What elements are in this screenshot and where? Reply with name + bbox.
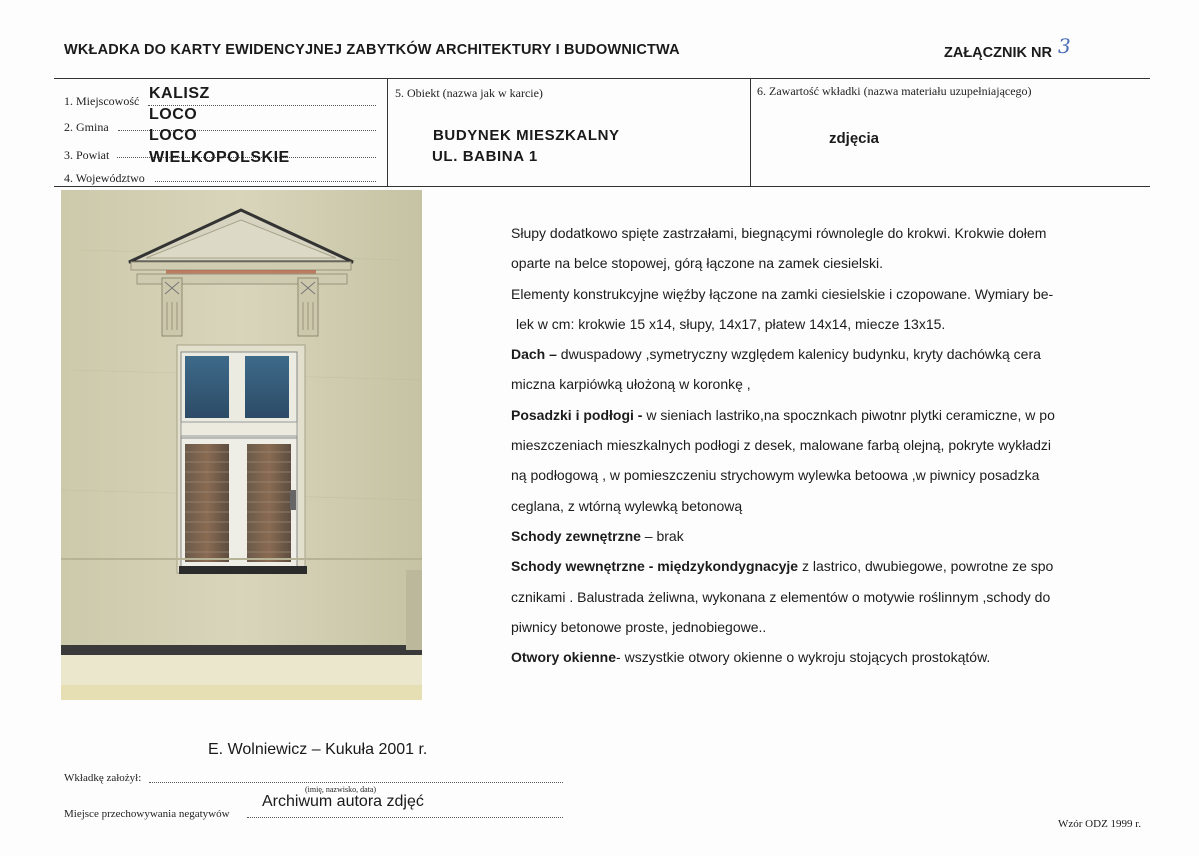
cornice xyxy=(61,645,422,655)
powiat-value: LOCO xyxy=(149,127,198,144)
negatywy-line xyxy=(247,817,563,818)
desc-line-3: Elementy konstrukcyjne więźby łączone na zamki ciesielskie i czopowane. Wymiary be- xyxy=(511,285,1054,302)
schody-zew-text: – brak xyxy=(640,527,684,544)
zalozyl-label: Wkładkę założył: xyxy=(64,772,142,784)
building-window-photo xyxy=(61,190,422,700)
table-top-rule xyxy=(54,78,1150,79)
otwory-line xyxy=(511,642,1191,672)
wojewodztwo-value: WIELKOPOLSKIE xyxy=(149,149,290,166)
otwory-text: - wszystkie otwory okienne o wykroju stojących prostokątów. xyxy=(616,649,991,666)
posadzki-line-2: mieszczeniach mieszkalnych podłogi z desek, malowane farbą olejną, pokryte wykładzi xyxy=(511,437,1052,454)
schody-zew-heading: Schody zewnętrzne xyxy=(511,527,641,544)
zalozyl-line xyxy=(149,782,563,783)
zalozyl-hint: (imię, nazwisko, data) xyxy=(305,785,377,794)
content-label: 6. Zawartość wkładki (nazwa materiału uzupełniającego) xyxy=(757,84,1032,98)
attachment-number-value: 3 xyxy=(1057,34,1071,58)
posadzki-line-4: ceglana, z wtórną wylewką betonową xyxy=(511,497,743,514)
content-value: zdjęcia xyxy=(829,130,880,147)
photo-svg xyxy=(61,190,422,700)
dach-line-1 xyxy=(511,339,1191,369)
miejscowosc-label: 1. Miejscowość xyxy=(64,94,140,108)
otwory-heading: Otwory okienne xyxy=(511,649,617,666)
object-label: 5. Obiekt (nazwa jak w karcie) xyxy=(395,86,543,100)
window-sill xyxy=(179,566,307,574)
dach-line-2: miczna karpiówką ułożoną w koronkę , xyxy=(511,376,751,393)
posadzki-line-3: ną podłogową , w pomieszczeniu strychowym wylewka betoowa ,w piwnicy posadzka xyxy=(511,467,1040,484)
schody-wew-heading: Schody wewnętrzne - międzykondygnacyje xyxy=(511,558,799,575)
dach-text-1: dwuspadowy ,symetryczny względem kalenicy budynku, kryty dachówką cera xyxy=(556,346,1041,363)
schody-zew-line xyxy=(511,521,1191,551)
miejscowosc-value: KALISZ xyxy=(149,85,210,102)
schody-wew-line-1 xyxy=(511,551,1191,581)
form-title: WKŁADKA DO KARTY EWIDENCYJNEJ ZABYTKÓW ARCHITEKTURY I BUDOWNICTWA xyxy=(64,42,680,58)
negatywy-value: Archiwum autora zdjęć xyxy=(262,793,424,810)
powiat-label: 3. Powiat xyxy=(64,148,110,162)
desc-line-1: Słupy dodatkowo spięte zastrzałami, biegnącymi równolegle do krokwi. Krokwie dołem xyxy=(511,225,1047,241)
schody-wew-line-3: piwnicy betonowe proste, jednobiegowe.. xyxy=(511,618,767,635)
wojewodztwo-line xyxy=(155,181,376,182)
dach-heading: Dach – xyxy=(511,346,557,363)
description-text xyxy=(511,218,1191,672)
schody-wew-line-2: cznikami . Balustrada żeliwna, wykonana z elementów o motywie roślinnym ,schody do xyxy=(511,588,1051,605)
attachment-label: ZAŁĄCZNIK NR xyxy=(944,45,1052,61)
table-bottom-rule xyxy=(54,186,1150,187)
photo-author: E. Wolniewicz – Kukuła 2001 r. xyxy=(208,741,428,758)
wojewodztwo-label: 4. Województwo xyxy=(64,171,145,185)
negatywy-label: Miejsce przechowywania negatywów xyxy=(64,808,230,820)
form-template-version: Wzór ODZ 1999 r. xyxy=(1058,818,1142,830)
object-line2: UL. BABINA 1 xyxy=(432,148,538,165)
desc-line-2: oparte na belce stopowej, górą łączone na zamek ciesielski. xyxy=(511,255,883,272)
schody-wew-text-1: z lastrico, dwubiegowe, powrotne ze spo xyxy=(798,558,1054,575)
gmina-value: LOCO xyxy=(149,106,198,123)
attachment-number xyxy=(944,34,1071,62)
posadzki-line-1 xyxy=(511,400,1191,430)
posadzki-heading: Posadzki i podłogi - xyxy=(511,406,643,423)
posadzki-text-1: w sieniach lastriko,na spocznkach piwotnr plytki ceramiczne, w po xyxy=(642,406,1055,423)
gmina-label: 2. Gmina xyxy=(64,120,109,134)
column-divider-1 xyxy=(387,78,388,187)
column-divider-2 xyxy=(750,78,751,187)
object-line1: BUDYNEK MIESZKALNY xyxy=(433,127,620,144)
desc-line-4: lek w cm: krokwie 15 x14, słupy, 14x17, płatew 14x14, miecze 13x15. xyxy=(516,315,946,332)
